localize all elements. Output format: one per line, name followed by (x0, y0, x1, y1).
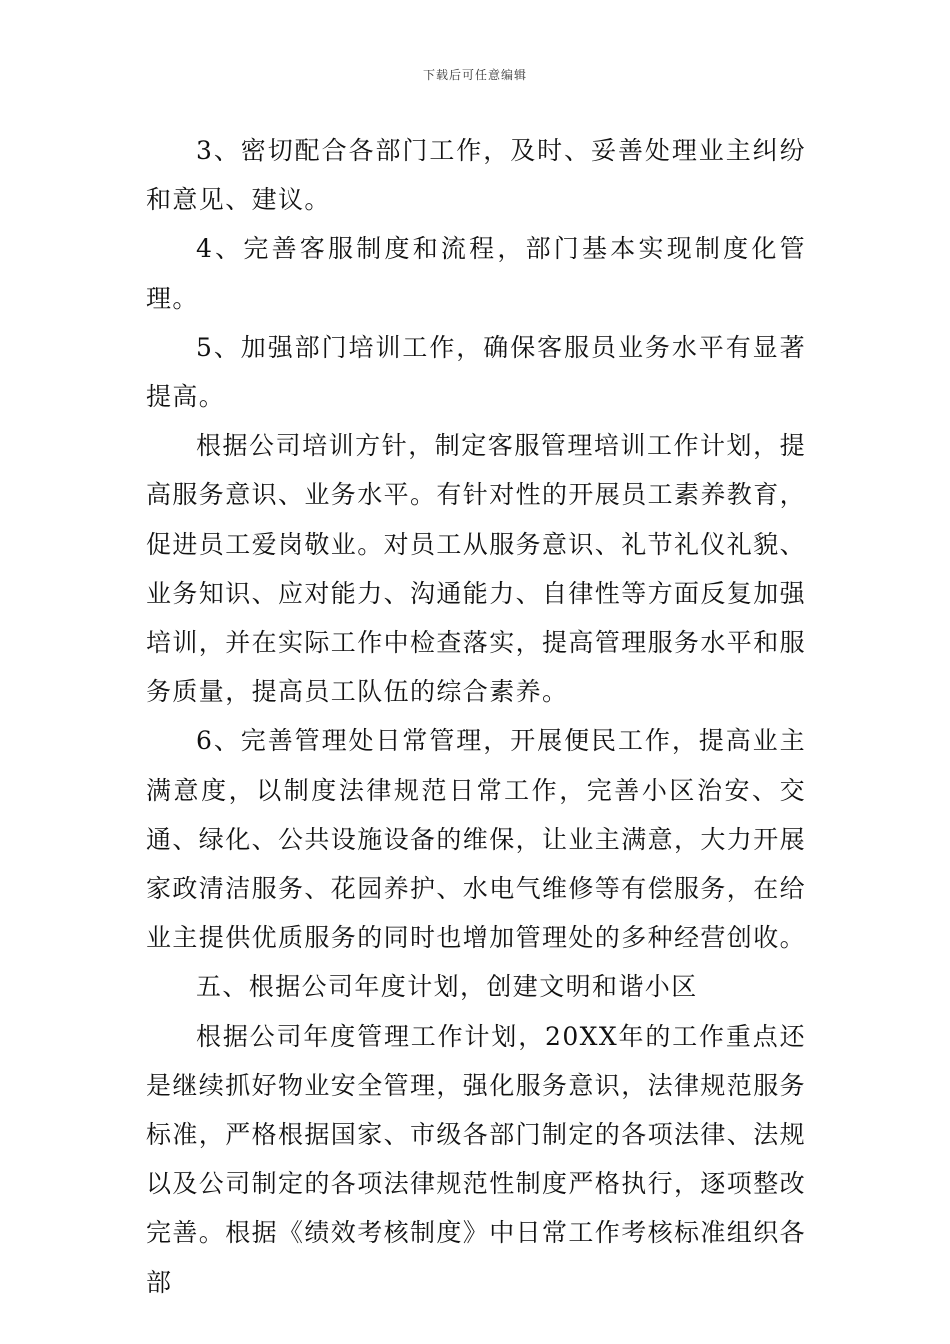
paragraph-item-4: 4、完善客服制度和流程，部门基本实现制度化管理。 (146, 234, 806, 313)
section-heading-5: 五、根据公司年度计划，创建文明和谐小区 (196, 972, 698, 1002)
paragraph-item-3: 3、密切配合各部门工作，及时、妥善处理业主纠纷和意见、建议。 (146, 136, 806, 215)
document-body (146, 126, 806, 1307)
paragraph-annual-plan: 根据公司年度管理工作计划，20XX年的工作重点还是继续抓好物业安全管理，强化服务意识，法律规范服务标准，严格根据国家、市级各部门制定的各项法律、法规以及公司制定的各项法律规范性制度严格执行，逐项整改完善。根据《绩效考核制度》中日常工作考核标准组织各部 (146, 1021, 807, 1297)
header-note: 下载后可任意编辑 (422, 68, 527, 82)
paragraph-training-plan: 根据公司培训方针，制定客服管理培训工作计划，提高服务意识、业务水平。有针对性的开展员工素养教育，促进员工爱岗敬业。对员工从服务意识、礼节礼仪礼貌、业务知识、应对能力、沟通能力、自律性等方面反复加强培训，并在实际工作中检查落实，提高管理服务水平和服务质量，提高员工队伍的综合素养。 (146, 431, 807, 707)
paragraph-item-5: 5、加强部门培训工作，确保客服员业务水平有显著提高。 (146, 332, 806, 412)
paragraph-item-6: 6、完善管理处日常管理，开展便民工作，提高业主满意度，以制度法律规范日常工作，完善小区治安、交通、绿化、公共设施设备的维保，让业主满意，大力开展家政清洁服务、花园养护、水电气维修等有偿服务，在给业主提供优质服务的同时也增加管理处的多种经营创收。 (146, 726, 807, 953)
